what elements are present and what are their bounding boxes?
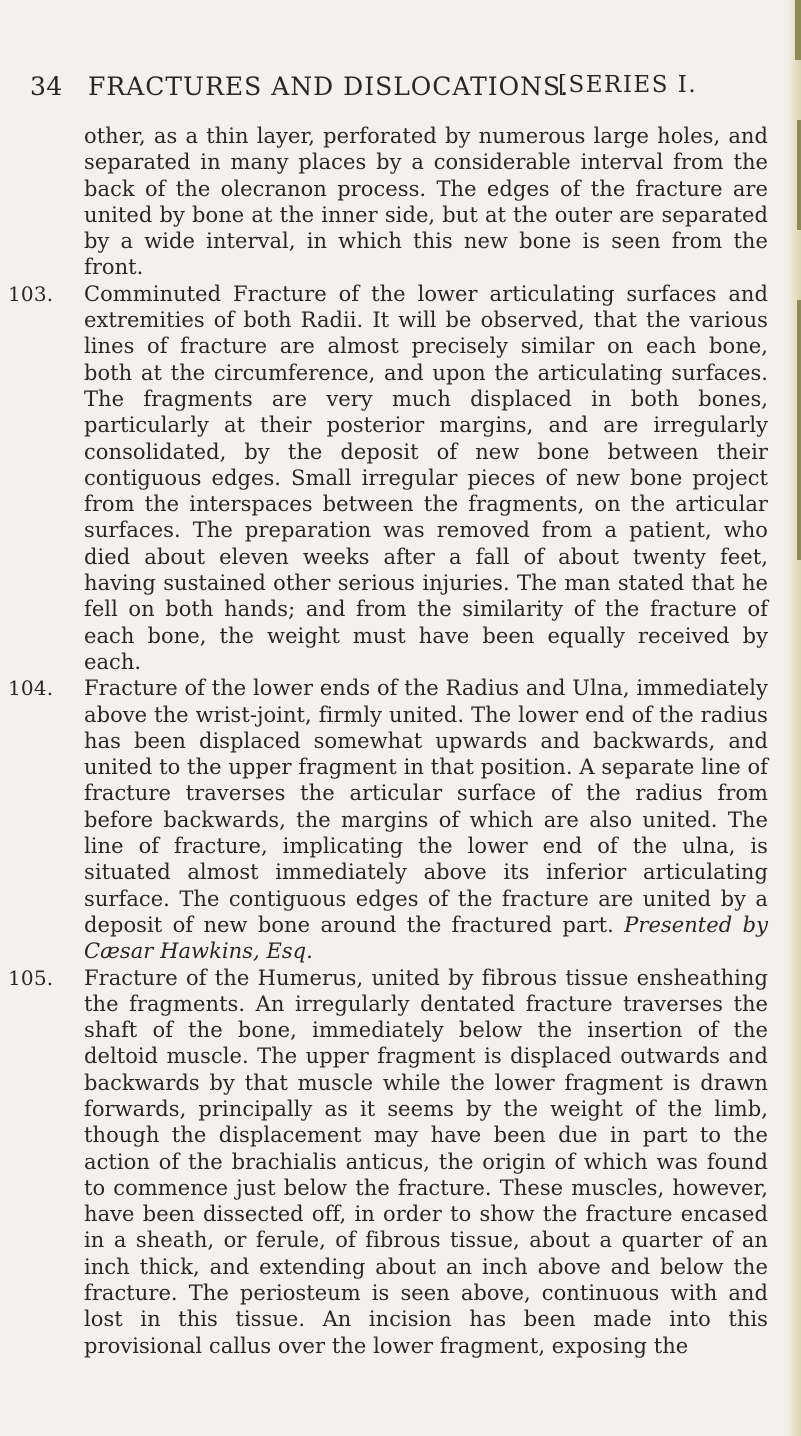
catalogue-entry-103 xyxy=(8,281,768,675)
presented-by: Presented by Cæsar Hawkins, Esq. xyxy=(84,912,769,964)
entry-number: 105. xyxy=(8,965,54,990)
page-number: 34 xyxy=(30,72,63,101)
catalogue-entry-105 xyxy=(8,965,768,1359)
page-edge-mark xyxy=(797,120,801,230)
continued-paragraph: other, as a thin layer, perforated by numerous large holes, and separated in many places by a considerable interval from the back of the olecranon process. The edges of the fracture are united by bone at the inner side, but at the outer are separated by a wide interval, in which this new bone is seen from the front. xyxy=(84,124,768,280)
entry-text: Fracture of the Humerus, united by fibrous tissue ensheathing the fragments. An irregularly dentated fracture traverses the shaft of the bone, immediately below the insertion of the deltoid muscle. The upper fragment is displaced outwards and backwards by that muscle while the lower fragment is drawn forwards, principally as it seems by the weight of the limb, though the displacement may have been due in part to the action of the brachialis anticus, the origin of which was found to commence just below the fracture. These muscles, however, have been dissected off, in order to show the fracture encased in a sheath, or ferule, of fibrous tissue, about a quarter of an inch thick, and extending about an inch above and below the fracture. The periosteum is seen above, continuous with and lost in this tissue. An incision has been made into this provisional callus over the lower fragment, exposing the xyxy=(84,965,768,1358)
body-text xyxy=(8,123,769,1359)
page-edge-mark xyxy=(797,300,801,560)
entry-text: Comminuted Fracture of the lower articulating surfaces and extremities of both Radii. It will be observed, that the various lines of fracture are almost precisely similar on each bone, both at the circumference, and upon the articulating surfaces. The fragments are very much displaced in both bones, particularly at their posterior margins, and are irregularly consolidated, by the deposit of new bone between their contiguous edges. Small irregular pieces of new bone project from the interspaces between the fragments, on the articular surfaces. The preparation was removed from a patient, who died about eleven weeks after a fall of about twenty feet, having sustained other serious injuries. The man stated that he fell on both hands; and from the similarity of the fracture of each bone, the weight must have been equally received by each. xyxy=(84,281,768,674)
page-header xyxy=(30,72,770,112)
page-edge-mark xyxy=(795,0,801,60)
catalogue-entry-104 xyxy=(8,675,769,964)
series-label: [SERIES I. xyxy=(558,72,698,98)
entry-number: 104. xyxy=(8,676,54,701)
running-head: FRACTURES AND DISLOCATIONS. xyxy=(88,72,570,101)
entry-number: 103. xyxy=(8,281,54,306)
entry-text: Fracture of the lower ends of the Radius and Ulna, immediately above the wrist-joint, firmly united. The lower end of the radius has been displaced somewhat upwards and backwards, and united to the upper fragment in that position. A separate line of fracture traverses the articular surface of the radius from before backwards, the margins of which are also united. The line of fracture, implicating the lower end of the ulna, is situated almost immediately above its inferior articulating surface. The contiguous edges of the fracture are united by a deposit of new bone around the fractured part. xyxy=(84,676,768,937)
